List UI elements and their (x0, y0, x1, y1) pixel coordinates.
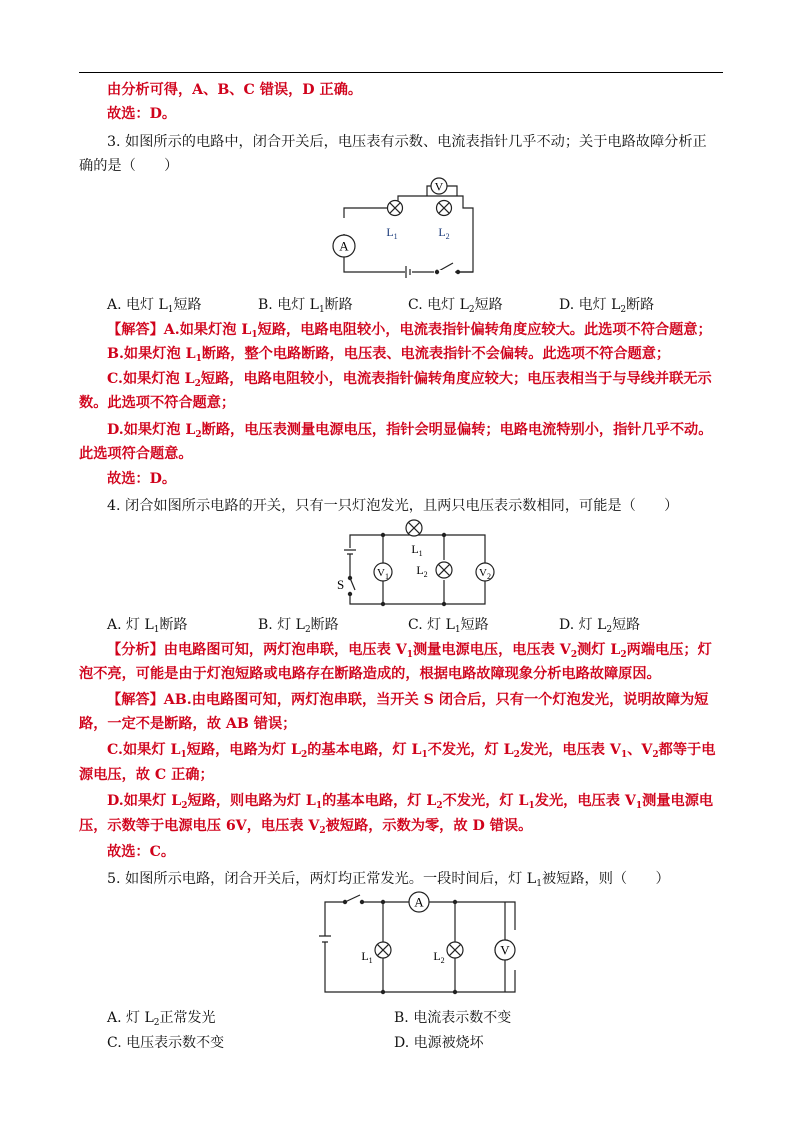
option-3d: D. 电灯 $L_2$断路 (559, 297, 655, 315)
solution-4-line-1: 【解答】AB.由电路图可知，两灯泡串联，当开关 S 闭合后，只有一个灯泡发光，说明故障为短 (107, 692, 709, 708)
option-3c: C. 电灯 $L_2$短路 (408, 297, 503, 315)
voltmeter-label: V (434, 179, 444, 194)
option-3b: B. 电灯 $L_1$断路 (258, 297, 353, 315)
circuit-diagram-q5 (305, 890, 525, 1000)
answer-choice-2: 故选：D。 (107, 106, 177, 122)
option-4b: B. 灯 $L_2$断路 (258, 617, 339, 635)
lamp-1-label: $L_1$ (411, 542, 423, 558)
lamp-2-label: $L_2$ (433, 949, 445, 965)
lamp-2-label: $L_2$ (416, 563, 428, 579)
circuit-diagram-q3 (330, 178, 480, 282)
header-rule (79, 72, 723, 73)
solution-4-line-5: D.如果灯 $L_2$短路，则电路为灯 $L_1$的基本电路，灯 $L_2$不发光，灯 $L_1$发光，电压表 $V_1$测量电源电 (107, 793, 714, 811)
ammeter-label: A (339, 238, 349, 254)
answer-choice-4: 故选：C。 (107, 844, 176, 860)
voltmeter-2-label: $V_2$ (479, 567, 491, 581)
option-4c: C. 灯 $L_1$短路 (408, 617, 489, 635)
answer-choice-3: 故选：D。 (107, 471, 177, 487)
option-5b: B. 电流表示数不变 (394, 1010, 512, 1026)
question-4-text: 4. 闭合如图所示电路的开关，只有一只灯泡发光，且两只电压表示数相同，可能是（ ） (107, 498, 679, 514)
lamp-1-label: $L_1$ (386, 225, 398, 241)
option-5a: A. 灯 $L_2$正常发光 (107, 1010, 216, 1028)
solution-4-line-2: 路，一定不是断路，故 AB 错误； (79, 716, 297, 732)
solution-3-line-3: C.如果灯泡 $L_2$短路，电路电阻较小，电流表指针偏转角度应较大；电压表相当于与导线并联无示 (107, 371, 712, 389)
circuit-diagram-q4 (325, 518, 505, 608)
option-4d: D. 灯 $L_2$短路 (559, 617, 641, 635)
analysis-conclusion: 由分析可得，A、B、C 错误，D 正确。 (107, 82, 363, 98)
option-5c: C. 电压表示数不变 (107, 1035, 225, 1051)
question-3-text-cont: 确的是（ ） (79, 158, 179, 174)
analysis-4-line-2: 泡不亮，可能是由于灯泡短路或电路存在断路造成的，根据电路故障现象分析电路故障原因。 (79, 666, 661, 682)
solution-3-line-6: 此选项符合题意。 (79, 446, 193, 462)
lamp-1-label: $L_1$ (361, 949, 373, 965)
voltmeter-1-label: $V_1$ (377, 567, 389, 581)
question-3-text: 3. 如图所示的电路中，闭合开关后，电压表有示数、电流表指针几乎不动；关于电路故障分析正 (107, 134, 707, 150)
option-4a: A. 灯 $L_1$断路 (107, 617, 188, 635)
solution-3-line-2: B.如果灯泡 $L_1$断路，整个电路断路，电压表、电流表指针不会偏转。此选项不符合题意； (107, 346, 671, 364)
solution-4-line-3: C.如果灯 $L_1$短路，电路为灯 $L_2$的基本电路，灯 $L_1$不发光，灯 $L_2$发光，电压表 $V_1$、$V_2$都等于电 (107, 742, 716, 760)
solution-4-line-6: 压，示数等于电源电压 6V，电压表 $V_2$被短路，示数为零，故 D 错误。 (79, 818, 533, 836)
option-3a: A. 电灯 $L_1$短路 (107, 297, 202, 315)
ammeter-label: A (414, 894, 424, 910)
analysis-4-line-1: 【分析】由电路图可知，两灯泡串联，电压表 $V_1$测量电源电压，电压表 $V_2$测灯 $L_2$两端电压；灯 (107, 642, 712, 660)
solution-3-line-4: 数。此选项不符合题意； (79, 395, 236, 411)
switch-label: S (337, 577, 345, 592)
question-5-text: 5. 如图所示电路，闭合开关后，两灯均正常发光。一段时间后，灯 $L_1$被短路，则（ ） (107, 871, 670, 889)
lamp-2-label: $L_2$ (438, 225, 450, 241)
voltmeter-label: V (500, 942, 510, 958)
solution-3-line-5: D.如果灯泡 $L_2$断路，电压表测量电源电压，指针会明显偏转；电路电流特别小，指针几乎不动。 (107, 422, 713, 440)
solution-4-line-4: 源电压，故 C 正确； (79, 767, 214, 783)
solution-3-line-1: 【解答】A.如果灯泡 $L_1$短路，电路电阻较小，电流表指针偏转角度应较大。此选项不符合题意； (107, 322, 712, 340)
option-5d: D. 电源被烧坏 (394, 1035, 484, 1051)
